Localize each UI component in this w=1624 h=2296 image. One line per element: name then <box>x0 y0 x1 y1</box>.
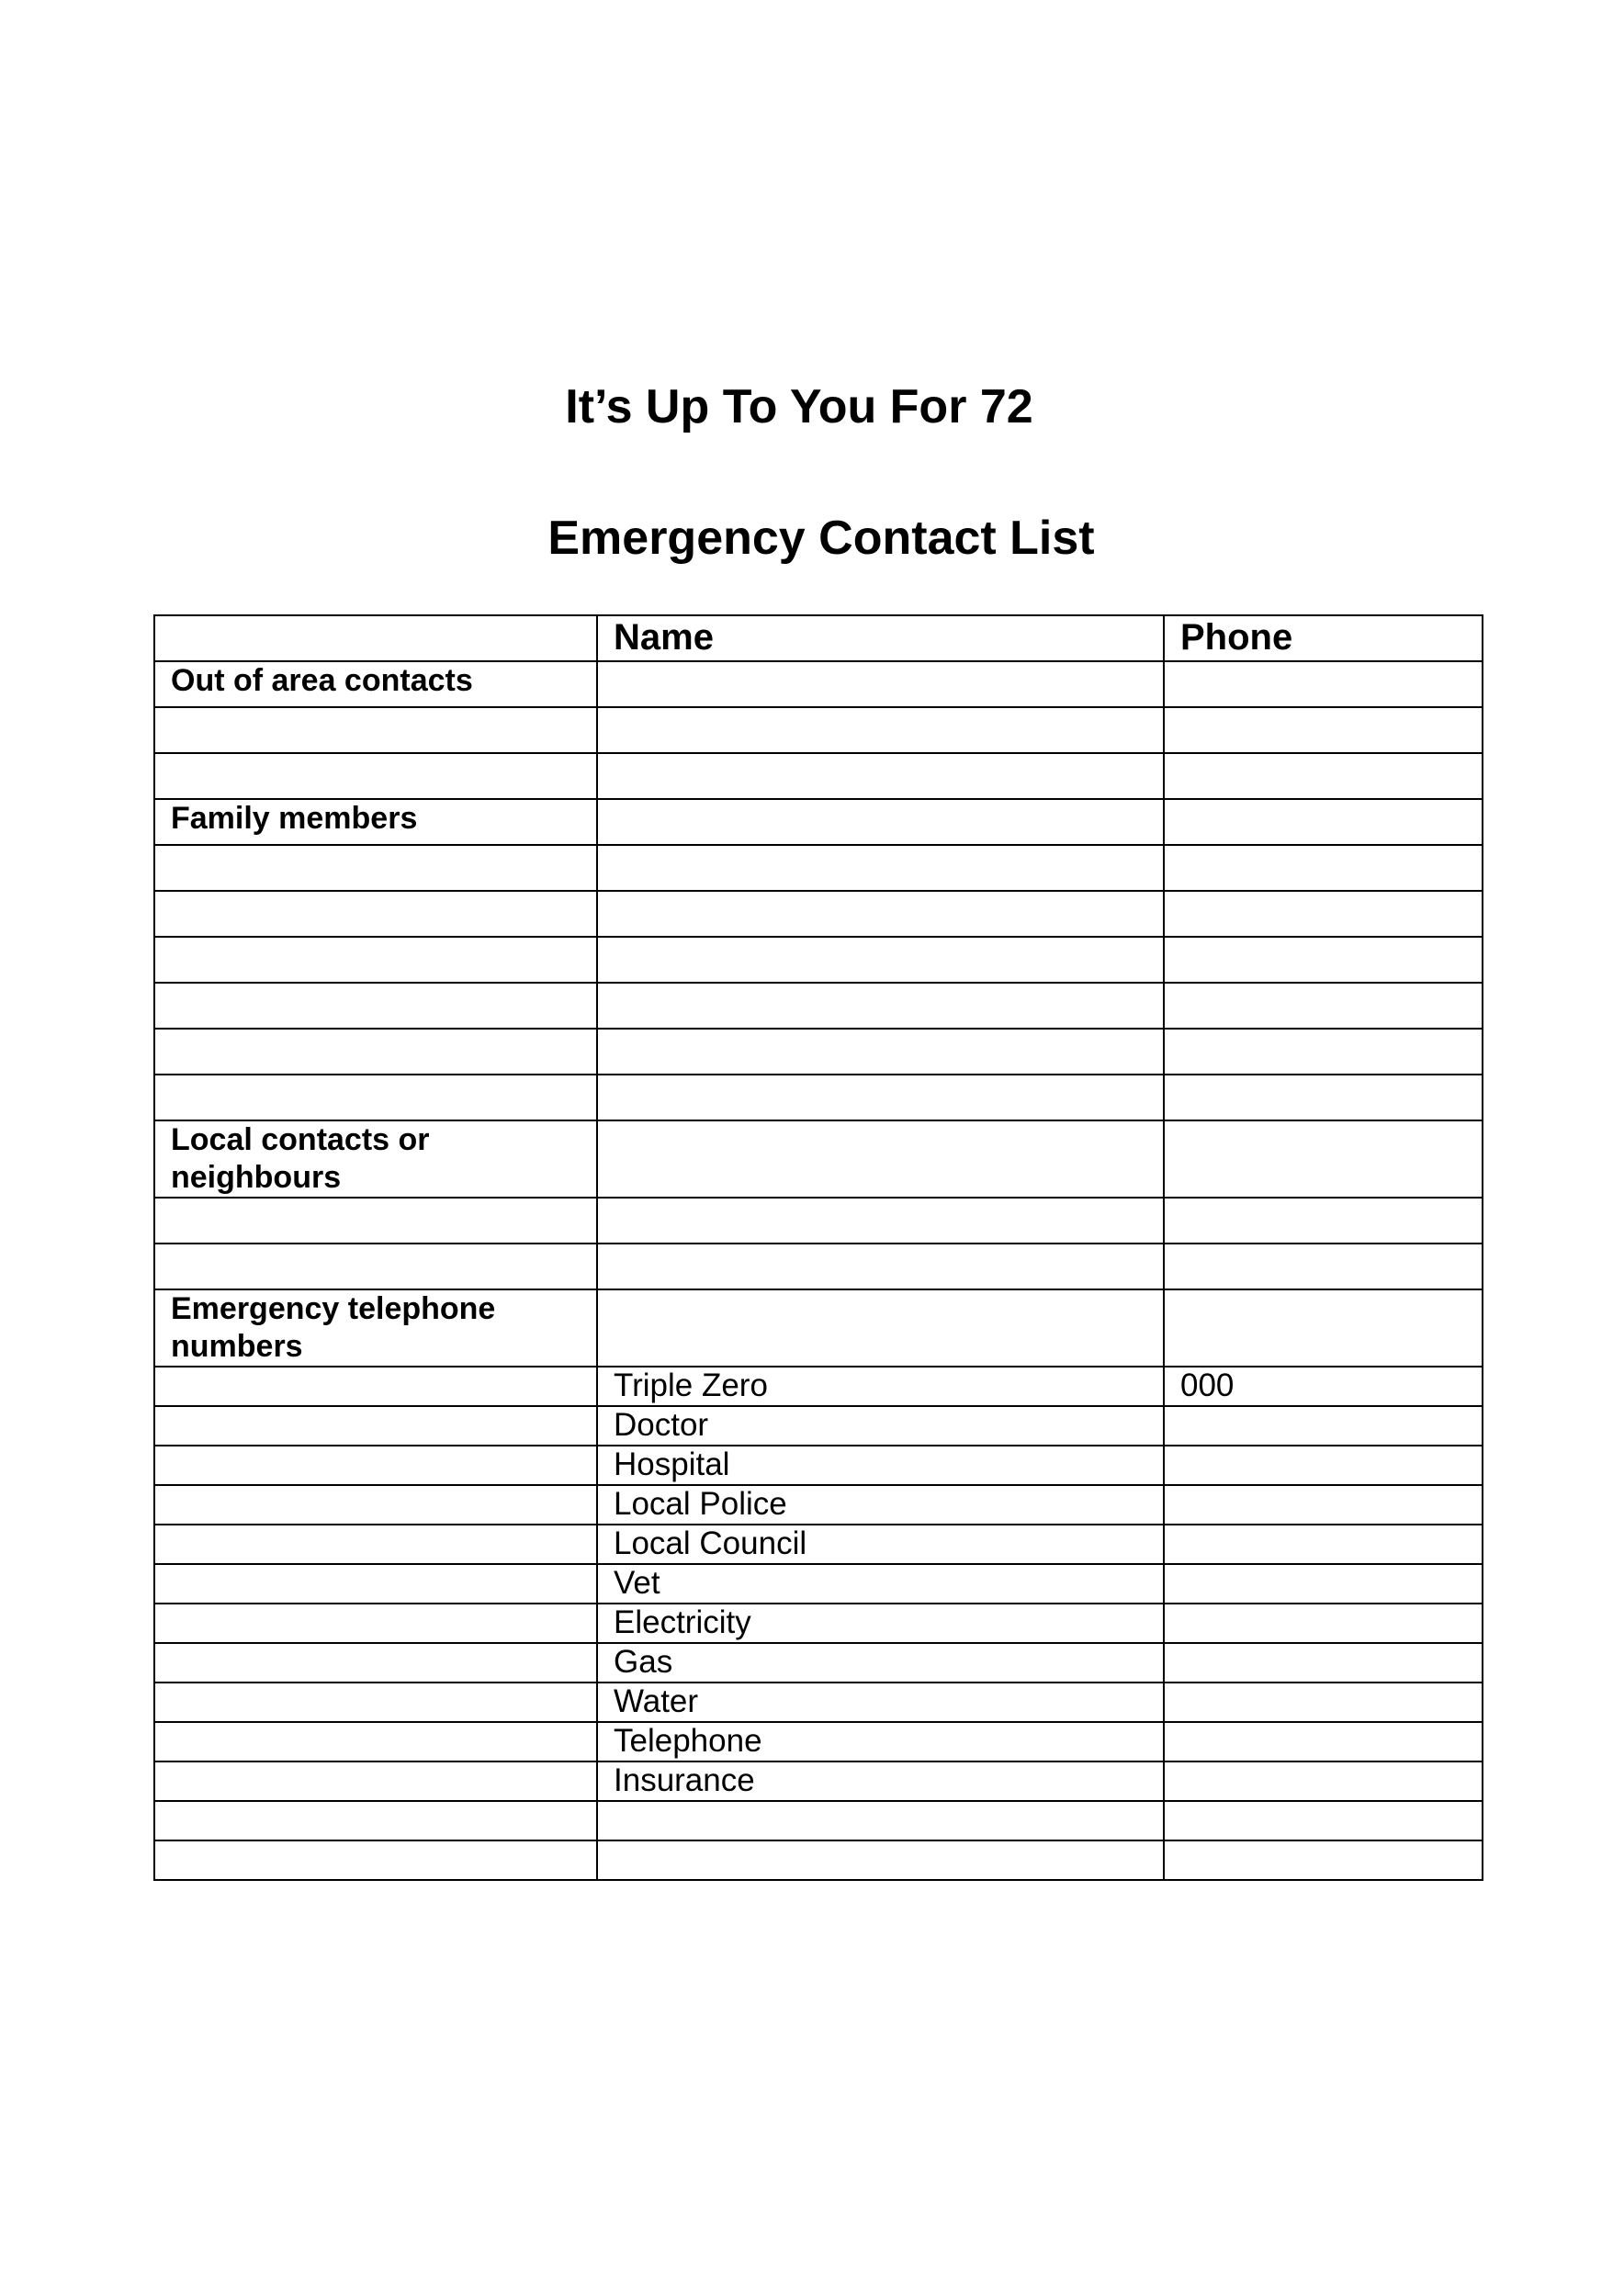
category-cell[interactable] <box>154 753 597 799</box>
phone-cell[interactable] <box>1164 1029 1483 1075</box>
name-cell[interactable] <box>597 1075 1164 1120</box>
table-row <box>154 1446 1483 1485</box>
phone-cell[interactable] <box>1164 1683 1483 1722</box>
name-cell[interactable] <box>597 661 1164 707</box>
phone-cell[interactable] <box>1164 1643 1483 1683</box>
name-cell[interactable]: Vet <box>597 1564 1164 1604</box>
category-cell[interactable] <box>154 1722 597 1761</box>
name-cell[interactable]: Doctor <box>597 1406 1164 1446</box>
table-row <box>154 1367 1483 1406</box>
phone-cell[interactable] <box>1164 891 1483 937</box>
document-subtitle: Emergency Contact List <box>547 512 1095 565</box>
phone-cell[interactable] <box>1164 1198 1483 1244</box>
category-cell[interactable] <box>154 1367 597 1406</box>
name-column-header: Name <box>597 615 1164 661</box>
table-row <box>154 1683 1483 1722</box>
category-cell[interactable]: Out of area contacts <box>154 661 597 707</box>
name-cell[interactable] <box>597 1029 1164 1075</box>
table-row <box>154 1564 1483 1604</box>
name-cell[interactable] <box>597 1289 1164 1367</box>
name-cell[interactable] <box>597 1840 1164 1880</box>
category-cell[interactable] <box>154 1244 597 1289</box>
phone-cell[interactable] <box>1164 1761 1483 1801</box>
table-row <box>154 937 1483 983</box>
table-row <box>154 661 1483 707</box>
name-cell[interactable]: Local Police <box>597 1485 1164 1525</box>
category-cell[interactable]: Local contacts or neighbours <box>154 1120 597 1198</box>
table-row <box>154 845 1483 891</box>
phone-cell[interactable] <box>1164 1525 1483 1564</box>
category-cell[interactable] <box>154 707 597 753</box>
table-row <box>154 1244 1483 1289</box>
table-row <box>154 1198 1483 1244</box>
name-cell[interactable]: Gas <box>597 1643 1164 1683</box>
phone-cell[interactable] <box>1164 1120 1483 1198</box>
table-row <box>154 891 1483 937</box>
phone-cell[interactable] <box>1164 1446 1483 1485</box>
category-cell[interactable] <box>154 1485 597 1525</box>
phone-cell[interactable] <box>1164 1485 1483 1525</box>
phone-cell[interactable] <box>1164 845 1483 891</box>
category-cell[interactable] <box>154 1840 597 1880</box>
table-row <box>154 1761 1483 1801</box>
document-title: It’s Up To You For 72 <box>565 380 1033 433</box>
phone-cell[interactable] <box>1164 1604 1483 1643</box>
category-cell[interactable] <box>154 1446 597 1485</box>
category-column-header <box>154 615 597 661</box>
phone-cell[interactable]: 000 <box>1164 1367 1483 1406</box>
emergency-contact-table <box>153 614 1483 1881</box>
phone-cell[interactable] <box>1164 937 1483 983</box>
name-cell[interactable] <box>597 1120 1164 1198</box>
category-cell[interactable] <box>154 1564 597 1604</box>
phone-cell[interactable] <box>1164 1801 1483 1840</box>
phone-cell[interactable] <box>1164 1406 1483 1446</box>
name-cell[interactable] <box>597 891 1164 937</box>
category-cell[interactable]: Emergency telephone numbers <box>154 1289 597 1367</box>
phone-cell[interactable] <box>1164 799 1483 845</box>
name-cell[interactable]: Hospital <box>597 1446 1164 1485</box>
name-cell[interactable]: Local Council <box>597 1525 1164 1564</box>
table-row <box>154 799 1483 845</box>
phone-cell[interactable] <box>1164 1840 1483 1880</box>
category-cell[interactable] <box>154 1643 597 1683</box>
phone-cell[interactable] <box>1164 1244 1483 1289</box>
phone-cell[interactable] <box>1164 1564 1483 1604</box>
name-cell[interactable] <box>597 753 1164 799</box>
category-cell[interactable] <box>154 1198 597 1244</box>
category-cell[interactable] <box>154 1029 597 1075</box>
table-header-row <box>154 615 1483 661</box>
phone-cell[interactable] <box>1164 753 1483 799</box>
name-cell[interactable]: Electricity <box>597 1604 1164 1643</box>
name-cell[interactable] <box>597 983 1164 1029</box>
category-cell[interactable] <box>154 1525 597 1564</box>
table-row <box>154 1406 1483 1446</box>
table-row <box>154 983 1483 1029</box>
name-cell[interactable]: Insurance <box>597 1761 1164 1801</box>
phone-cell[interactable] <box>1164 661 1483 707</box>
phone-cell[interactable] <box>1164 1075 1483 1120</box>
table-row <box>154 1643 1483 1683</box>
category-cell[interactable] <box>154 891 597 937</box>
name-cell[interactable] <box>597 937 1164 983</box>
table-row <box>154 1120 1483 1198</box>
table-row <box>154 1485 1483 1525</box>
category-cell[interactable] <box>154 937 597 983</box>
name-cell[interactable] <box>597 707 1164 753</box>
phone-cell[interactable] <box>1164 707 1483 753</box>
phone-cell[interactable] <box>1164 1289 1483 1367</box>
name-cell[interactable] <box>597 1244 1164 1289</box>
table-row <box>154 707 1483 753</box>
category-cell[interactable] <box>154 1801 597 1840</box>
category-cell[interactable] <box>154 1604 597 1643</box>
table-row <box>154 1525 1483 1564</box>
name-cell[interactable]: Telephone <box>597 1722 1164 1761</box>
category-cell[interactable] <box>154 1761 597 1801</box>
name-cell[interactable] <box>597 799 1164 845</box>
category-cell[interactable]: Family members <box>154 799 597 845</box>
table-row <box>154 1722 1483 1761</box>
name-cell[interactable] <box>597 1801 1164 1840</box>
name-cell[interactable] <box>597 1198 1164 1244</box>
table-row <box>154 1604 1483 1643</box>
table-row <box>154 1289 1483 1367</box>
name-cell[interactable] <box>597 845 1164 891</box>
category-cell[interactable] <box>154 845 597 891</box>
table-row <box>154 1801 1483 1840</box>
table-row <box>154 1029 1483 1075</box>
category-cell[interactable] <box>154 1683 597 1722</box>
table-row <box>154 1840 1483 1880</box>
category-cell[interactable] <box>154 983 597 1029</box>
table-row <box>154 1075 1483 1120</box>
phone-cell[interactable] <box>1164 1722 1483 1761</box>
phone-cell[interactable] <box>1164 983 1483 1029</box>
phone-column-header: Phone <box>1164 615 1483 661</box>
name-cell[interactable]: Triple Zero <box>597 1367 1164 1406</box>
table-row <box>154 753 1483 799</box>
name-cell[interactable]: Water <box>597 1683 1164 1722</box>
category-cell[interactable] <box>154 1075 597 1120</box>
category-cell[interactable] <box>154 1406 597 1446</box>
